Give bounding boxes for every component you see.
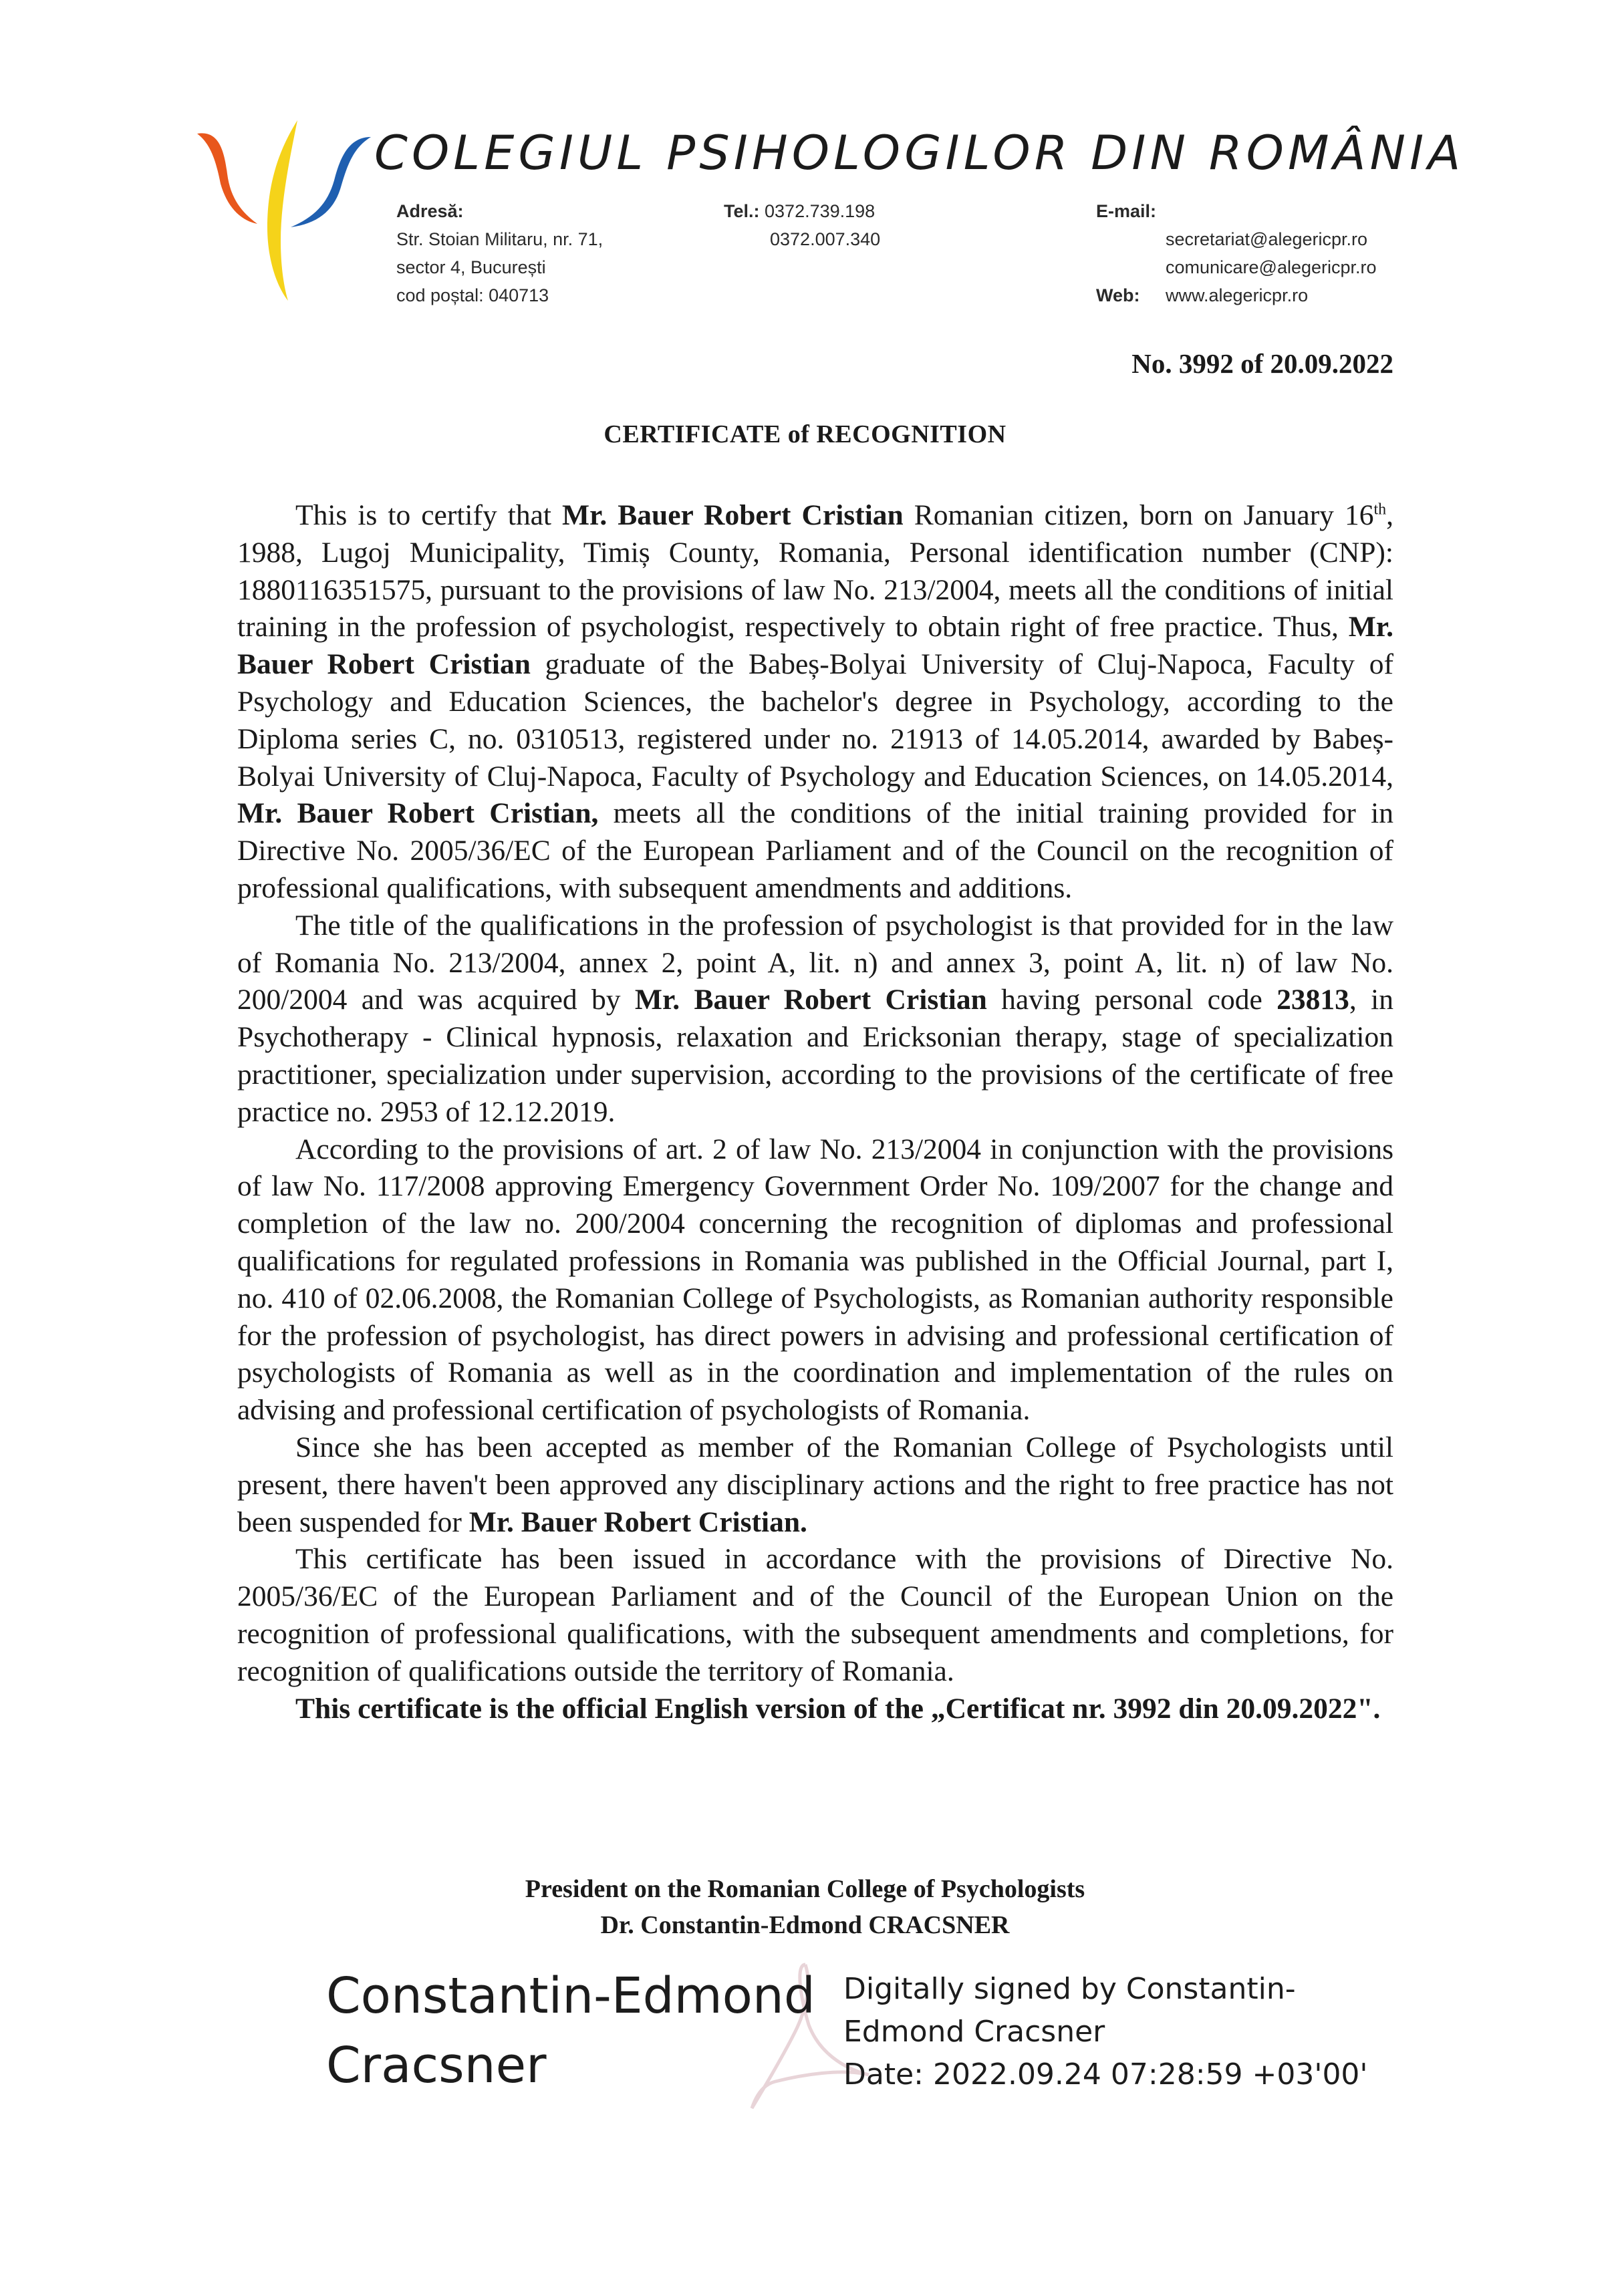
signature-info-line-2: Edmond Cracsner [843,2015,1105,2049]
signatory-block [0,1871,1610,1943]
digital-signature-name [326,1961,815,2100]
certificate-title: CERTIFICATE of RECOGNITION [603,420,1007,448]
paragraph-5: This certificate has been issued in accordance with the provisions of Directive No. 2005/36/EC of the European Parliament and of the Council of the European Union on the recognition of professional qualifications, with the subsequent amendments and completions, for recognition of qualifications outside the territory of Romania. [237,1543,1393,1687]
paragraph-3: According to the provisions of art. 2 of law No. 213/2004 in conjunction with the provisions of law No. 117/2008 approving Emergency Government Order No. 109/2007 for the change and completion of the law no. 200/2004 concerning the recognition of diplomas and professional qualifications for regulated professions in Romania was published in the Official Journal, part I, no. 410 of 02.06.2008, the Romanian College of Psychologists, as Romanian authority responsible for the profession of psychologist, has direct powers in advising and professional certification of psychologists of Romania as well as in the coordination and implementation of the rules on advising and professional certification of psychologists of Romania. [237,1133,1393,1427]
signature-date: Date: 2022.09.24 07:28:59 +03'00' [843,2057,1368,2092]
address-label: Adresă: [396,201,464,221]
phone-block [724,197,880,253]
contact-block [1096,197,1444,309]
paragraph-2: The title of the qualifications in the profession of psychologist is that provided for in the law of Romania No. 213/2004, annex 2, point A, lit. n) and annex 3, point A, lit. n) of law No. 200/2004 and was acquired by Mr. Bauer Robert Cristian having personal code 23813, in Psychotherapy - Clinical hypnosis, relaxation and Ericksonian therapy, stage of specialization practitioner, specialization under supervision, according to the provisions of the certificate of free practice no. 2953 of 12.12.2019. [237,909,1393,1128]
email-1[interactable]: secretariat@alegericpr.ro [1166,229,1368,249]
paragraph-6: This certificate is the official English version of the „Certificat nr. 3992 din 20.09.2022". [295,1692,1381,1725]
document-number: No. 3992 of 20.09.2022 [1131,348,1393,379]
signer-name-line-1: Constantin-Edmond [326,1967,815,2025]
certificate-body [237,497,1393,1727]
digital-signature-info [843,1968,1368,2096]
signature-info-line-1: Digitally signed by Constantin- [843,1972,1296,2006]
address-line-3: cod poștal: 040713 [396,285,549,305]
web-link[interactable]: www.alegericpr.ro [1166,285,1309,305]
address-block [396,197,603,309]
web-label: Web: [1096,285,1140,305]
organization-name: COLEGIUL PSIHOLOGILOR DIN ROMÂNIA [374,126,1465,180]
phone-1: 0372.739.198 [765,201,876,221]
phone-label: Tel.: [724,201,760,221]
email-label: E-mail: [1096,201,1157,221]
logo-right-stroke [291,137,371,227]
signatory-name: Dr. Constantin-Edmond CRACSNER [600,1911,1010,1939]
phone-2: 0372.007.340 [770,229,881,249]
signer-name-line-2: Cracsner [326,2037,547,2094]
psi-logo-icon [190,107,384,307]
email-2[interactable]: comunicare@alegericpr.ro [1166,257,1377,277]
logo-center-stroke [267,120,297,301]
logo-left-stroke [197,133,257,224]
address-line-2: sector 4, București [396,257,546,277]
signatory-role: President on the Romanian College of Psychologists [525,1875,1085,1903]
paragraph-1: This is to certify that Mr. Bauer Robert Cristian Romanian citizen, born on January 16th, 1988, Lugoj Municipality, Timiș County, Romania, Personal identification number (CNP): 1880116351575, pursuant to the provisions of law No. 213/2004, meets all the conditions of initial training in the profession of psychologist, respectively to obtain right of free practice. Thus, Mr. Bauer Robert Cristian graduate of the Babeș-Bolyai University of Cluj-Napoca, Faculty of Psychology and Education Sciences, the bachelor's degree in Psychology, according to the Diploma series C, no. 0310513, registered under no. 21913 of 14.05.2014, awarded by Babeș-Bolyai University of Cluj-Napoca, Faculty of Psychology and Education Sciences, on 14.05.2014, Mr. Bauer Robert Cristian, meets all the conditions of the initial training provided for in Directive No. 2005/36/EC of the European Parliament and of the Council on the recognition of professional qualifications, with subsequent amendments and additions. [237,499,1394,904]
paragraph-4: Since she has been accepted as member of the Romanian College of Psychologists until present, there haven't been approved any disciplinary actions and the right to free practice has not been suspended for Mr. Bauer Robert Cristian. [237,1431,1393,1538]
address-line-1: Str. Stoian Militaru, nr. 71, [396,229,603,249]
